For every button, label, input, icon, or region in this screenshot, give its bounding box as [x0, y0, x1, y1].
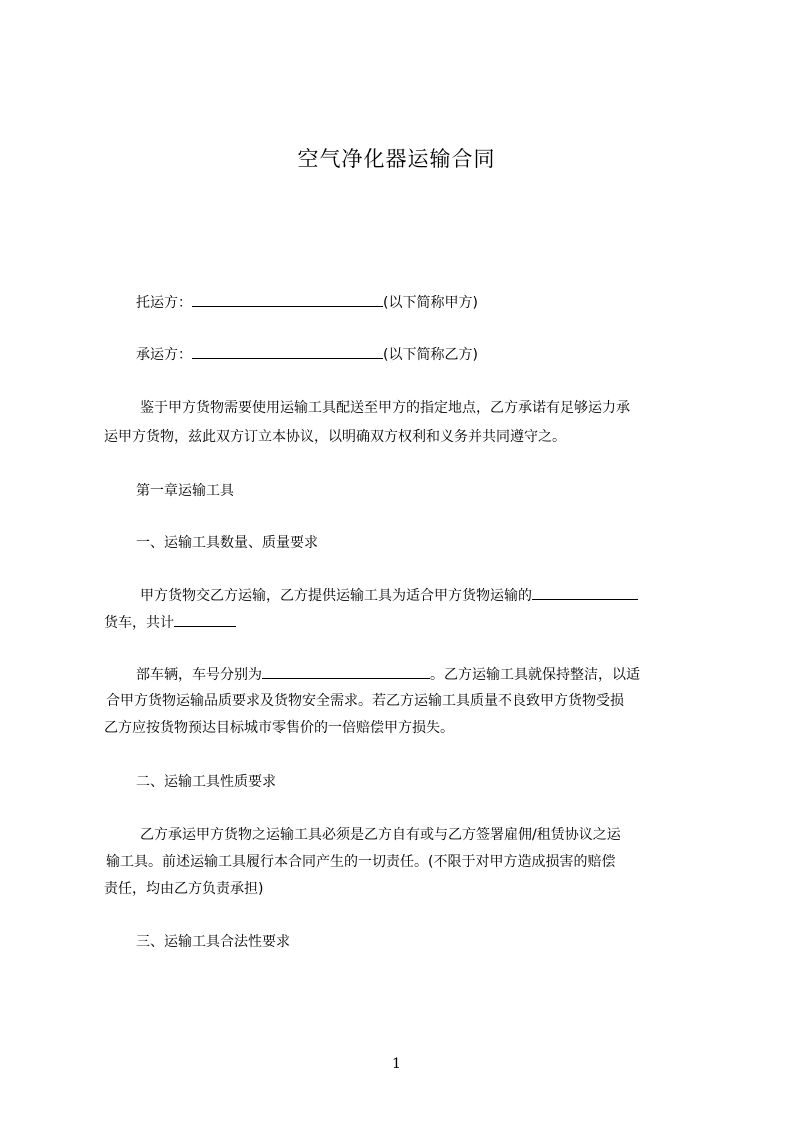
page-number: 1 [392, 1056, 401, 1072]
truck-type-blank [532, 585, 638, 600]
section-1-line-1 [140, 585, 740, 606]
preamble-line-2: 运甲方货物，兹此双方订立本协议，以明确双方权利和义务并共同遵守之。 [104, 429, 566, 445]
section-2-line-2: 输工具。前述运输工具履行本合同产生的一切责任。(不限于对甲方造成损害的赔偿 [106, 854, 616, 870]
section-1-line-1-text: 甲方货物交乙方运输，乙方提供运输工具为适合甲方货物运输的 [140, 588, 532, 604]
carrier-label: 承运方： [136, 347, 192, 363]
shipper-blank [192, 292, 383, 307]
section-2-line-1: 乙方承运甲方货物之运输工具必须是乙方自有或与乙方签署雇佣/租赁协议之运 [140, 827, 621, 843]
section-1-heading: 一、运输工具数量、质量要求 [136, 535, 318, 551]
section-1-line-3-suffix: 。乙方运输工具就保持整洁，以适 [430, 667, 640, 683]
section-1-line-4: 合甲方货物运输品质要求及货物安全需求。若乙方运输工具质量不良致甲方货物受损 [106, 693, 624, 709]
section-2-heading: 二、运输工具性质要求 [136, 774, 276, 790]
carrier-blank [192, 344, 383, 359]
section-1-line-2 [104, 612, 704, 633]
section-1-line-3 [136, 664, 736, 685]
document-title: 空气净化器运输合同 [297, 147, 496, 171]
section-3-heading: 三、运输工具合法性要求 [136, 934, 290, 950]
section-2-line-3: 责任，均由乙方负责承担) [104, 881, 264, 897]
carrier-suffix: (以下简称乙方) [383, 347, 478, 363]
carrier-line [136, 344, 736, 365]
chapter-heading: 第一章运输工具 [136, 483, 234, 499]
section-1-line-2-text: 货车，共计 [104, 615, 174, 631]
shipper-label: 托运方： [136, 295, 192, 311]
vehicle-count-blank [174, 612, 236, 627]
section-1-line-5: 乙方应按货物预达目标城市零售价的一倍赔偿甲方损失。 [104, 720, 454, 736]
shipper-line [136, 292, 736, 313]
preamble-line-1: 鉴于甲方货物需要使用运输工具配送至甲方的指定地点，乙方承诺有足够运力承 [140, 400, 630, 416]
shipper-suffix: (以下简称甲方) [383, 295, 478, 311]
plate-numbers-blank [262, 664, 430, 679]
section-1-line-3-prefix: 部车辆，车号分别为 [136, 667, 262, 683]
